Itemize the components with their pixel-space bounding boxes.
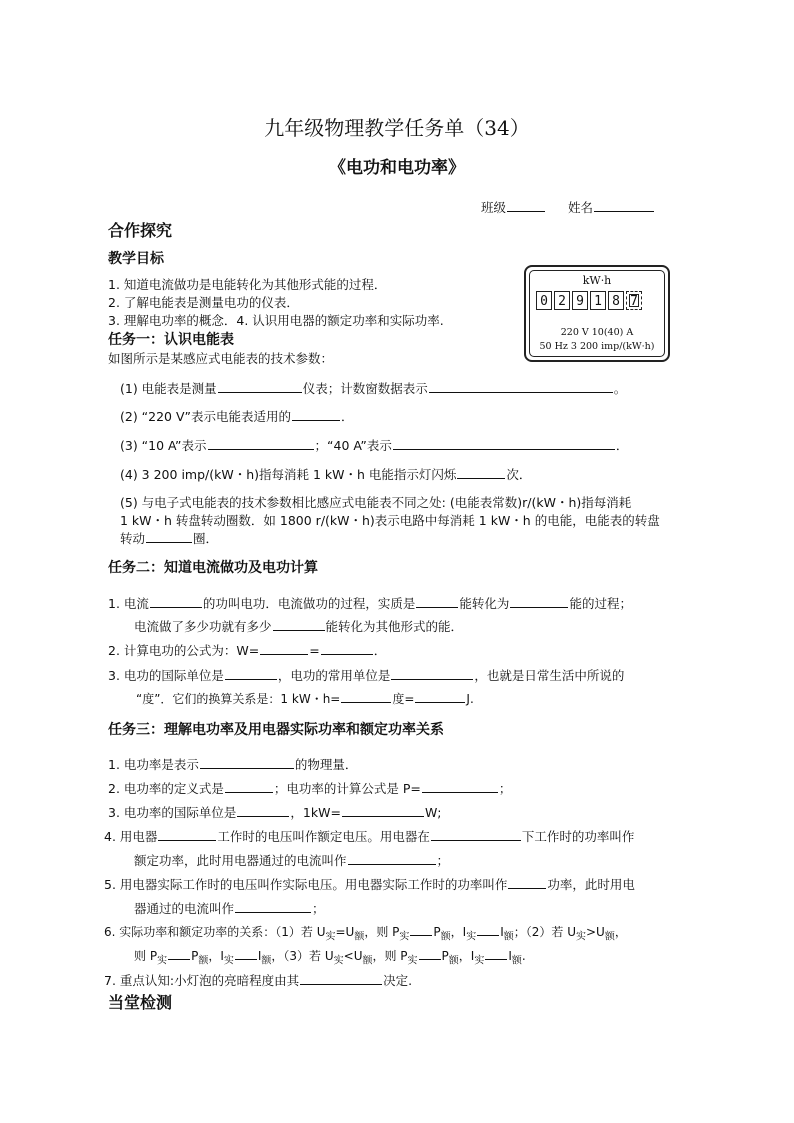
q-text: P [441,949,449,963]
q-text: 2. 电功率的定义式是 [108,781,224,796]
answer-blank[interactable] [273,618,325,631]
subscript: 实 [575,931,586,943]
task3-heading: 任务三：理解电功率及用电器实际功率和额定功率关系 [108,722,444,738]
answer-blank[interactable] [419,947,441,960]
q-text: =U [335,925,355,939]
task2-l3-cont [136,690,474,707]
subscript: 额 [261,955,272,967]
task1-q3 [120,436,628,454]
q-text: 3. 电功的国际单位是 [108,668,224,683]
task3-l6 [104,923,627,942]
answer-blank[interactable] [477,923,499,936]
q-text: . [521,949,526,963]
answer-blank[interactable] [342,804,424,817]
q-text: <U [343,949,363,963]
goal-item: 1. 知道电流做功是电能转化为其他形式能的过程． [108,277,387,292]
q-text: 功率，此时用电 [547,877,635,892]
answer-blank[interactable] [237,804,289,817]
q-text: ；电功率的计算公式是 P= [273,781,421,796]
meter-unit: kW·h [582,274,612,287]
q-text: (1) 电能表是测量 [120,381,217,396]
q-text: W; [424,805,442,820]
task2-l2 [108,641,386,659]
answer-blank[interactable] [235,900,311,913]
answer-blank[interactable] [218,380,302,393]
goals-heading: 教学目标 [108,251,164,267]
page-title: 九年级物理教学任务单（34） [264,116,530,140]
class-blank[interactable] [507,199,545,212]
subscript: 额 [354,931,365,943]
q-text: 1. 电流 [108,596,149,611]
task3-l3 [108,803,442,821]
class-label: 班级 [481,200,507,215]
q-text: 的物理量． [294,757,358,772]
q-text: ； [436,853,450,868]
subscript: 实 [474,955,485,967]
subscript: 实 [223,955,234,967]
q-text: I [500,925,504,939]
q-text: ； [312,901,325,916]
task1-heading: 任务一：认识电能表 [108,332,234,348]
q-text: 圈． [193,531,219,546]
meter-digit: 8 [608,291,624,310]
subscript: 额 [198,955,209,967]
answer-blank[interactable] [321,642,373,655]
q-text: 7. 重点认知:小灯泡的亮暗程度由其 [104,973,300,988]
answer-blank[interactable] [146,530,192,543]
meter-digits [536,291,644,310]
q-text: 次． [506,467,532,482]
answer-blank[interactable] [225,780,273,793]
q-text: ，I [458,949,475,963]
subscript: 额 [448,955,459,967]
subscript: 额 [440,931,451,943]
subscript: 额 [604,931,615,943]
answer-blank[interactable] [415,690,465,703]
subscript: 实 [157,955,168,967]
task2-l3 [108,666,624,684]
q-text: 决定. [383,973,413,988]
subscript: 实 [333,955,344,967]
meter-spec-constant: 50 Hz 3 200 imp/(kW·h) [539,341,655,352]
task2-l1 [108,594,632,612]
q-text: 器通过的电流叫作 [134,901,235,916]
section-cooperative-explore: 合作探究 [108,221,173,240]
answer-blank[interactable] [260,642,308,655]
task1-intro: 如图所示是某感应式电能表的技术参数： [108,351,334,366]
goal-item: 2. 了解电能表是测量电功的仪表． [108,295,299,310]
q-text: ， [614,925,627,939]
q-text: ． [341,409,354,424]
task3-l4-cont [134,851,449,869]
name-label: 姓名 [567,200,593,215]
q-text: = [309,643,320,658]
answer-blank[interactable] [235,947,257,960]
task3-l2 [108,779,511,797]
q-text: 则 P [134,949,158,963]
q-text: ，I [208,949,224,963]
task1-q5-cont2 [120,529,218,547]
q-text: ，则 P [364,925,400,939]
task2-heading: 任务二：知道电流做功及电功计算 [108,560,318,576]
q-text: 的功叫电功．电流做功的过程，实质是 [202,596,416,611]
answer-blank[interactable] [292,408,340,421]
q-text: 3. 电功率的国际单位是 [108,805,237,820]
task3-l4 [104,827,634,845]
meter-digit: 9 [572,291,588,310]
q-text: “度”．它们的换算关系是：1 kW・h= [136,692,341,706]
answer-blank[interactable] [168,947,190,960]
q-text: ． [373,643,387,658]
q-text: ，则 P [372,949,408,963]
task1-q5: (5) 与电子式电能表的技术参数相比感应式电能表不同之处: (电能表常数)r/(kW・h)指每消耗 [120,495,632,510]
q-text: ，（3）若 U [271,949,334,963]
q-text: 6. 实际功率和额定功率的关系：（1）若 U [104,925,326,939]
answer-blank[interactable] [431,828,521,841]
answer-blank[interactable] [393,437,615,450]
q-text: 下工作时的功率叫作 [521,829,635,844]
q-text: P [433,925,441,939]
answer-blank[interactable] [410,923,432,936]
page-subtitle: 《电功和电功率》 [329,158,465,178]
meter-digit: 2 [554,291,570,310]
answer-blank[interactable] [510,595,568,608]
energy-meter-figure [524,265,670,362]
q-text: ，电功的常用单位是 [277,668,391,683]
subscript: 额 [362,955,373,967]
answer-blank[interactable] [422,780,498,793]
task3-l5 [104,875,635,893]
q-text: ；（2）若 U [513,925,576,939]
task3-l1 [108,755,357,773]
answer-blank[interactable] [485,947,507,960]
task1-q2 [120,407,354,425]
q-text: 工作时的电压叫作额定电压。用电器在 [217,829,430,844]
task2-l1-cont [134,617,463,635]
q-text: 电流做了多少功就有多少 [134,619,272,634]
q-text: 能的过程； [569,596,632,611]
q-text: 仪表；计数窗数据表示 [302,381,428,396]
answer-blank[interactable] [158,828,216,841]
q-text: I [257,949,262,963]
answer-blank[interactable] [508,876,546,889]
subscript: 实 [399,931,410,943]
q-text: 。 [613,381,627,396]
meter-spec-voltage: 220 V 10(40) A [560,327,634,338]
q-text: 转动 [120,531,146,546]
q-text: I [508,949,512,963]
answer-blank[interactable] [391,667,473,680]
q-text: ． [615,438,629,453]
subscript: 实 [466,931,477,943]
q-text: ；“40 A”表示 [314,438,392,453]
q-text: (2) “220 V”表示电能表适用的 [120,409,292,424]
q-text: 5. 用电器实际工作时的电压叫作实际电压。用电器实际工作时的功率叫作 [104,877,508,892]
q-text: 4. 用电器 [104,829,158,844]
task3-l5-cont [134,899,325,917]
q-text: 1. 电功率是表示 [108,757,199,772]
answer-blank[interactable] [341,690,391,703]
q-text: ； [498,781,512,796]
q-text: P [191,949,199,963]
section-in-class-check: 当堂检测 [108,993,173,1012]
answer-blank[interactable] [208,437,314,450]
name-blank[interactable] [594,199,654,212]
q-text: ，1kW= [290,805,341,820]
meter-digit: 1 [590,291,606,310]
subscript: 实 [325,931,336,943]
q-text: 2. 计算电功的公式为：W= [108,643,260,658]
q-text: ，也就是日常生活中所说的 [474,668,625,683]
subscript: 额 [503,931,514,943]
answer-blank[interactable] [200,756,294,769]
q-text: (3) “10 A”表示 [120,438,207,453]
subscript: 额 [511,955,522,967]
q-text: 度= [392,692,415,706]
meter-digit: 0 [536,291,552,310]
q-text: 能转化为其他形式的能． [325,619,464,634]
task3-l7 [104,971,412,989]
task1-q1 [120,379,626,397]
q-text: ，I [450,925,467,939]
answer-blank[interactable] [150,595,202,608]
answer-blank[interactable] [457,466,505,479]
answer-blank[interactable] [416,595,458,608]
task1-q4 [120,465,531,483]
answer-blank[interactable] [348,852,436,865]
answer-blank[interactable] [300,972,382,985]
answer-blank[interactable] [429,380,613,393]
class-name-row [481,198,655,216]
task3-l6-cont [134,947,526,966]
goal-item: 3. 理解电功率的概念．4. 认识用电器的额定功率和实际功率. [108,313,444,328]
meter-digit-decimal: 7 [626,291,642,310]
subscript: 实 [407,955,418,967]
answer-blank[interactable] [225,667,277,680]
q-text: 额定功率，此时用电器通过的电流叫作 [134,853,347,868]
q-text: 能转化为 [459,596,510,611]
q-text: (4) 3 200 imp/(kW・h)指每消耗 1 kW・h 电能指示灯闪烁 [120,467,457,482]
q-text: >U [585,925,605,939]
task1-q5-cont: 1 kW・h 转盘转动圈数．如 1800 r/(kW・h)表示电路中每消耗 1 kW・h 的电能，电能表的转盘 [120,513,660,528]
q-text: J. [466,692,474,706]
